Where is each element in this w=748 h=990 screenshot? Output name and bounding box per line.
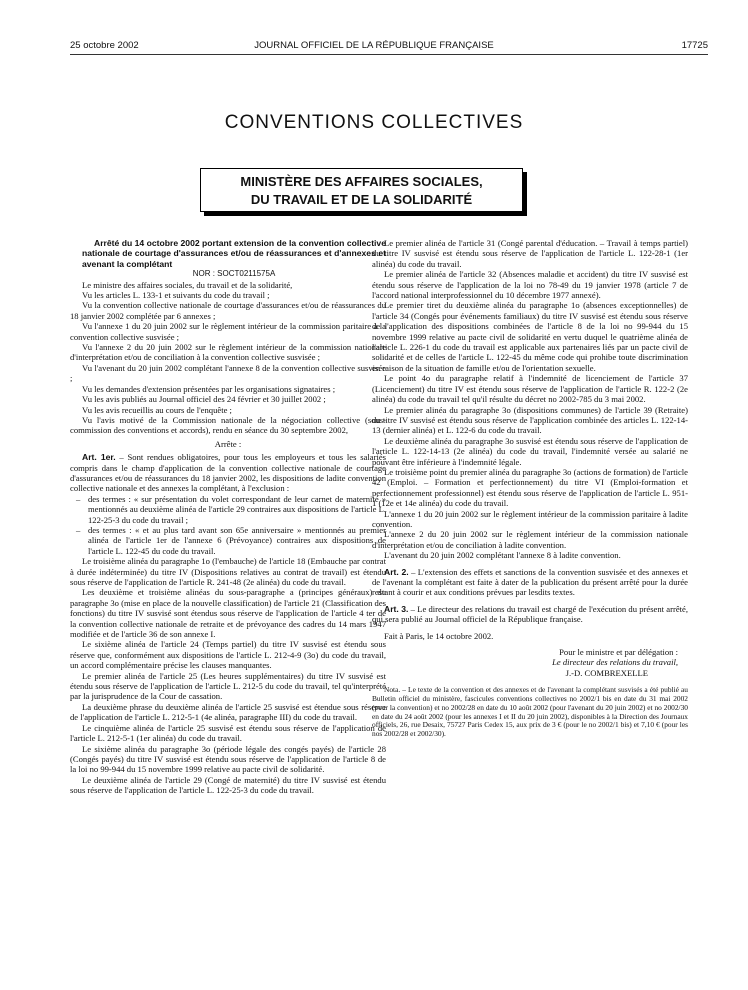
exclusion-item: – des termes : « et au plus tard avant son 65e anniversaire » mentionnés au premier alinéa de l'article 1er de l'annexe 6 (Prévoyance) contraires aux dispositions de l'article L. 122-45 du code du travail. bbox=[76, 524, 386, 556]
article-2-label: Art. 2. bbox=[384, 566, 409, 577]
header-journal-title: JOURNAL OFFICIEL DE LA RÉPUBLIQUE FRANÇAISE bbox=[254, 40, 494, 51]
article-1-paragraph: La deuxième phrase du deuxième alinéa de l'article 25 susvisé est étendue sous réserve de l'application de l'article L. 212-5-1 (4e alinéa, paragraphe III) du code du travail. bbox=[70, 701, 386, 723]
article-1-paragraph: Le sixième alinéa de l'article 24 (Temps partiel) du titre IV susvisé est étendu sous réserve que, conformément aux dispositions de l'article L. 212-4-9 (3o) du code du travail, un accord complémentaire précise les clauses manquantes. bbox=[70, 639, 386, 671]
article-1-paragraph: Le troisième alinéa du paragraphe 1o (l'embauche) de l'article 18 (Embauche par contrat à durée indéterminée) du titre IV (Dispositions relatives au contrat de travail) est étendu sous réserve de l'application de l'article R. 241-48 (2e alinéa) du code du travail. bbox=[70, 556, 386, 587]
article-1-paragraph: Le deuxième alinéa de l'article 29 (Congé de maternité) du titre IV susvisé est étendu sous réserve de l'application de l'article L. 122-25-3 du code du travail. bbox=[70, 774, 386, 796]
left-column bbox=[70, 238, 386, 796]
article-1-label: Art. 1er. bbox=[82, 452, 116, 463]
article-1-paragraph: L'annexe 2 du 20 juin 2002 sur le règlement intérieur de la commission nationale d'interprétation et/ou de conciliation à ladite convention. bbox=[372, 529, 688, 550]
visa-paragraph: Vu les avis recueillis au cours de l'enquête ; bbox=[82, 404, 232, 415]
arrete-title: Arrêté du 14 octobre 2002 portant extension de la convention collective nationale de courtage d'assurances et/ou de réassurances et d'annexes et avenant la complétant bbox=[82, 238, 386, 269]
visa-paragraph: Vu les avis publiés au Journal officiel des 24 février et 30 juillet 2002 ; bbox=[82, 394, 326, 405]
signature-delegation: Pour le ministre et par délégation : bbox=[559, 647, 678, 658]
article-1-paragraph: Le sixième alinéa du paragraphe 3o (période légale des congés payés) de l'article 28 (Congés payés) du titre IV susvisé est étendu sous réserve de l'application de l'article 8 de la loi no 99-944 du 15 novembre 1999 relative au pacte civil de solidarité. bbox=[70, 743, 386, 775]
article-1-paragraph: Le premier alinéa du paragraphe 3o (dispositions communes) de l'article 39 (Retraite) du titre IV susvisé est étendu sous réserve de l'application combinée des articles L. 122-14-13 (dernier alinéa) et L. 122-6 du code du travail. bbox=[372, 404, 688, 436]
visa-paragraph: Vu l'avis motivé de la Commission nationale de la négociation collective (sous-commission des conventions et accords), rendu en séance du 30 septembre 2002, bbox=[70, 414, 386, 436]
exclusion-text: des termes : « sur présentation du volet correspondant de leur carnet de maternité » mentionnés au deuxième alinéa de l'article 29 contraires aux dispositions de l'article L. 122-25-3 du code du travail ; bbox=[88, 493, 386, 525]
header-date: 25 octobre 2002 bbox=[70, 40, 139, 51]
article-1-text: – Sont rendues obligatoires, pour tous les employeurs et tous les salariés compris dans le champ d'application de la convention collective nationale de courtage d'assurances et/ou de réassurances du 18 janvier 2002, les dispositions de ladite convention collective nationale et des annexes la complétant, à l'exclusion : bbox=[70, 452, 386, 494]
exclusion-item: – des termes : « sur présentation du volet correspondant de leur carnet de maternité » mentionnés au deuxième alinéa de l'article 29 contraires aux dispositions de l'article L. 122-25-3 du code du travail ; bbox=[76, 493, 386, 525]
visa-paragraph: Vu la convention collective nationale de courtage d'assurances et/ou de réassurances du 18 janvier 2002 complétée par 6 annexes ; bbox=[70, 300, 386, 321]
signature-place-date: Fait à Paris, le 14 octobre 2002. bbox=[384, 630, 494, 641]
article-3-text: – Le directeur des relations du travail est chargé de l'exécution du présent arrêté, qui sera publié au Journal officiel de la République française. bbox=[372, 603, 688, 625]
article-2 bbox=[372, 567, 688, 598]
article-1-paragraph: Le point 4o du paragraphe relatif à l'indemnité de licenciement de l'article 37 (Licenciement) du titre IV est étendu sous réserve de l'application de l'article R. 122-2 (2e alinéa) du code du travail tel qu'il résulte du décret no 2002-785 du 3 mai 2002. bbox=[372, 373, 688, 405]
article-1-paragraph: L'avenant du 20 juin 2002 complétant l'annexe 8 à ladite convention. bbox=[384, 550, 621, 561]
header-divider bbox=[70, 54, 708, 55]
ministry-line-2: DU TRAVAIL ET DE LA SOLIDARITÉ bbox=[250, 192, 473, 207]
article-1-paragraph: Le premier tiret du deuxième alinéa du paragraphe 1o (absences exceptionnelles) de l'article 34 (Congés pour événements familiaux) du titre IV susvisé est étendu sous réserve de l'application des dispositions combinées de l'article 8 de la loi no 99-944 du 15 novembre 1999 relative au pacte civil de solidarité en vertu duquel le quatrième alinéa de l'article L. 226-1 du code du travail est applicable aux partenaires liés par un pacte civil de solidarité et de celles de l'article L. 122-45 du même code qui prohibe toute discrimination en raison de la situation de famille et/ou de l'orientation sexuelle. bbox=[372, 300, 688, 373]
visa-paragraph: Vu les demandes d'extension présentées par les organisations signataires ; bbox=[82, 383, 336, 394]
article-1-paragraph: Le premier alinéa de l'article 32 (Absences maladie et accident) du titre IV susvisé est étendu sous réserve de l'application de la loi no 78-49 du 19 janvier 1978 (article 7 de l'accord national interprofessionnel du 10 décembre 1977 annexé). bbox=[372, 269, 688, 301]
visa-paragraph: Vu l'annexe 1 du 20 juin 2002 sur le règlement intérieur de la commission paritaire à la convention collective susvisée ; bbox=[70, 321, 386, 342]
exclusion-text: des termes : « et au plus tard avant son 65e anniversaire » mentionnés au premier alinéa de l'article 1er de l'annexe 6 (Prévoyance) contraires aux dispositions de l'article L. 122-45 du code du travail. bbox=[88, 524, 386, 556]
article-3-label: Art. 3. bbox=[384, 603, 409, 614]
article-1-paragraph: Le premier alinéa de l'article 25 (Les heures supplémentaires) du titre IV susvisé est étendu sous réserve de l'application de l'article L. 212-5 du code du travail, tel qu'interprété par la jurisprudence de la Cour de cassation. bbox=[70, 670, 386, 702]
right-column bbox=[372, 238, 688, 739]
article-1-paragraph: Le cinquième alinéa de l'article 25 susvisé est étendu sous réserve de l'application de l'article L. 212-5-1 (1er alinéa) du code du travail. bbox=[70, 722, 386, 744]
nor-reference: NOR : SOCT0211575A bbox=[192, 269, 276, 279]
ministry-box bbox=[200, 168, 523, 212]
visa-paragraph: Vu les articles L. 133-1 et suivants du code du travail ; bbox=[82, 290, 270, 301]
visa-paragraph: Vu l'avenant du 20 juin 2002 complétant l'annexe 8 de la convention collective susvisée ; bbox=[70, 362, 386, 384]
ministry-line-1: MINISTÈRE DES AFFAIRES SOCIALES, bbox=[240, 174, 483, 189]
article-1-paragraph: Le premier alinéa de l'article 31 (Congé parental d'éducation. – Travail à temps partiel) du titre IV susvisé est étendu sous réserve de l'application de l'article L. 122-28-1 (1er alinéa) du code du travail. bbox=[372, 238, 688, 269]
signature-role: Le directeur des relations du travail, bbox=[552, 657, 678, 668]
section-title: CONVENTIONS COLLECTIVES bbox=[224, 112, 524, 133]
arrete-word: Arrête : bbox=[214, 438, 242, 449]
signature-name: J.-D. COMBREXELLE bbox=[565, 667, 648, 678]
article-1 bbox=[70, 452, 386, 494]
visa-paragraph: Le ministre des affaires sociales, du travail et de la solidarité, bbox=[82, 279, 293, 290]
header-page-number: 17725 bbox=[681, 40, 708, 51]
article-3 bbox=[372, 604, 688, 625]
article-1-paragraph: L'annexe 1 du 20 juin 2002 sur le règlement intérieur de la commission paritaire à ladite convention. bbox=[372, 508, 688, 529]
article-1-paragraph: Les deuxième et troisième alinéas du sous-paragraphe a (principes généraux) du paragraphe 3o (mise en place de la nouvelle classification) de l'article 21 (Classification des fonctions) du titre IV susvisé sont étendus sous réserve de l'application de l'article 4 ter de la convention collective nationale de retraite et de prévoyance des cadres du 14 mars 1947 modifiée et de l'article 36 de son annexe I. bbox=[70, 587, 386, 640]
article-2-text: – L'extension des effets et sanctions de la convention susvisée et des annexes et de l'avenant la complétant est faite à dater de la publication du présent arrêté pour la durée restant à courir et aux conditions prévues par lesdits textes. bbox=[372, 566, 688, 598]
article-1-paragraph: Le deuxième alinéa du paragraphe 3o susvisé est étendu sous réserve de l'application de l'article L. 122-14-13 (2e alinéa) du code du travail, l'indemnité versée au salarié ne pouvant être inférieure à l'indemnité légale. bbox=[372, 435, 688, 467]
nota-block bbox=[372, 686, 688, 739]
nota-text: Nota. – Le texte de la convention et des annexes et de l'avenant la complétant susvisés a été publié au Bulletin officiel du ministère, fascicules conventions collectives no 2002/1 bis en date du 31 mai 2002 (pour la convention) et no 2002/28 en date du 10 août 2002 (pour l'avenant du 20 juin 2002) et no 2002/30 en date du 24 août 2002 (pour les annexes I et II du 20 juin 2002), disponibles à la Direction des Journaux officiels, 26, rue Desaix, 75727 Paris Cedex 15, aux prix de 3 € (pour le no 2002/1 bis) et 7,10 € (pour les nos 2002/28 et 2002/30). bbox=[372, 685, 688, 739]
article-1-paragraph: Le troisième point du premier alinéa du paragraphe 3o (actions de formation) de l'article 42 (Emploi. – Formation et perfectionnement) du titre VI (Emploi-formation et perfectionnement professionnel) est étendu sous réserve de l'application de l'article L. 951-1 (12e et 14e alinéa) du code du travail. bbox=[372, 466, 688, 509]
visa-paragraph: Vu l'annexe 2 du 20 juin 2002 sur le règlement intérieur de la commission nationale d'interprétation et/ou de conciliation à la convention collective susvisée ; bbox=[70, 342, 386, 363]
